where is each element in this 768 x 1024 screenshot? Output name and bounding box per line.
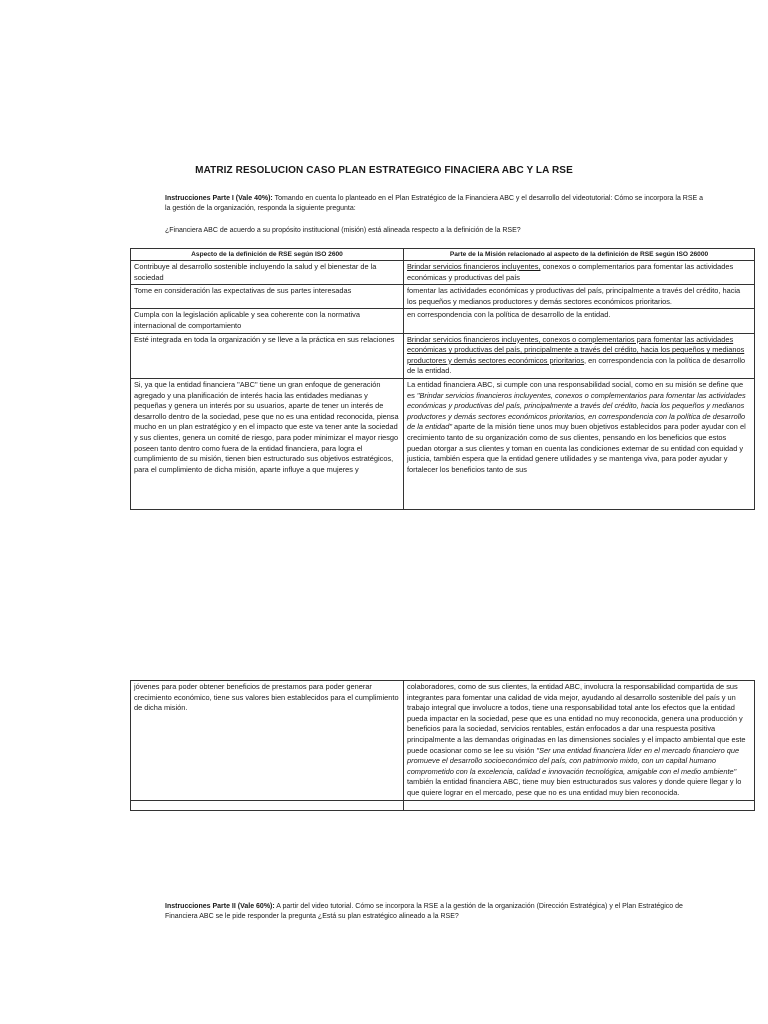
header-right: Parte de la Misión relacionado al aspecto de la definición de RSE según ISO 26000 — [404, 249, 755, 261]
rse-matrix-table-continued — [130, 680, 755, 811]
row1-left: Contribuye al desarrollo sostenible incluyendo la salud y el bienestar de la sociedad — [131, 261, 404, 285]
row4-right-underlined: Brindar servicios financieros incluyentes, conexos o complementarios para fomentar las actividades económicas y productivas del país, principalmente a través del crédito, hacia los pequeños y medianos productores y demás sectores económicos prioritarios — [407, 334, 745, 365]
table-row — [131, 309, 755, 333]
row3-right: en correspondencia con la política de desarrollo de la entidad. — [404, 309, 755, 333]
rse-matrix-table — [130, 248, 755, 510]
long-right-b: aparte de la misión tiene unos muy buen objetivos establecidos para poder ayudar con el crecimiento tanto de su organización como de sus clientes, pensando en los beneficios que estos puedan otorgar a sus clientes y toman en cuenta las condiciones externar de su entidad con equidad y justicia, también espera que la entidad genere utilidades y se mantenga viva, para poder ayudar y fortalecer los beneficios tanto de sus — [407, 422, 746, 474]
row4-right-rest: , en correspondencia con la política de desarrollo de la entidad. — [407, 355, 746, 376]
part1-instructions — [165, 194, 705, 214]
document-title: MATRIZ RESOLUCION CASO PLAN ESTRATEGICO FINACIERA ABC Y LA RSE — [195, 165, 573, 176]
long-right-italic: "Brindar servicios financieros incluyentes, conexos o complementarios para fomentar las actividades económicas y productivas del país, principalmente a través del crédito, hacia los pequeños y medianos productores y demás sectores económicos prioritarios, en correspondencia con la política de desarrollo de la entidad" — [407, 390, 746, 432]
empty-left — [131, 800, 404, 810]
row3-left: Cumpla con la legislación aplicable y sea coherente con la normativa internacional de comportamiento — [131, 309, 404, 333]
long-row-right — [404, 378, 755, 509]
row1-right-rest: conexos o complementarios para fomentar las actividades económicas y productivas del país — [407, 262, 734, 282]
part1-label: Instrucciones Parte I (Vale 40%): — [165, 195, 273, 202]
table-row — [131, 681, 755, 801]
empty-right — [404, 800, 755, 810]
part2-instructions — [165, 902, 705, 922]
part1-question: ¿Financiera ABC de acuerdo a su propósito institucional (misión) está alineada respecto a la definición de la RSE? — [165, 227, 521, 234]
long-row-left — [131, 378, 404, 509]
cont-right — [404, 681, 755, 801]
part2-label: Instrucciones Parte II (Vale 60%): — [165, 903, 275, 910]
cont-left: jóvenes para poder obtener beneficios de prestamos para poder generar crecimiento económico, tiene sus valores bien establecidos para el cumplimiento de dicha misión. — [131, 681, 404, 801]
table-row — [131, 285, 755, 309]
long-right-a: La entidad financiera ABC, si cumple con una responsabilidad social, como en su misión se define que es — [407, 379, 744, 400]
cont-right-a: colaboradores, como de sus clientes, la entidad ABC, involucra la responsabilidad compartida de sus integrantes para fomentar una calidad de vida mejor, ayudando al desarrollo sostenible del país y un trabajo integral que involucre a todos, tiene una responsabilidad total ante los efectos que la entidad pueda impactar en la sociedad, pese que es una entidad no muy reconocida, genera una producción y beneficios para la sociedad, servicios rentables, están enfocados a dar una respuesta positiva principalmente a las demandas originadas en las dimensiones sociales y el impacto ambiental que este puede ocasionar como se lee su visión — [407, 682, 746, 755]
table-row — [131, 333, 755, 378]
table-row — [131, 261, 755, 285]
row2-left: Tome en consideración las expectativas de sus partes interesadas — [131, 285, 404, 309]
empty-table-row — [131, 800, 755, 810]
table-header-row — [131, 249, 755, 261]
cont-right-italic: "Ser una entidad financiera líder en el mercado financiero que promueve el desarrollo socioeconómico del país, con patrimonio mixto, con un capital humano comprometido con la excelencia, calidad e innovación tecnológica, amigable con el medio ambiente" — [407, 745, 740, 776]
row4-left: Esté integrada en toda la organización y se lleve a la práctica en sus relaciones — [131, 333, 404, 378]
cont-right-b: también la entidad financiera ABC, tiene muy bien estructurados sus valores y donde quiere llegar y lo que quiere lograr en el mercado, pese que no es una entidad muy bien reconocida. — [407, 777, 742, 797]
row1-right-underlined: Brindar servicios financieros incluyentes, — [407, 262, 541, 271]
long-row-left-text: Si, ya que la entidad financiera "ABC" tiene un gran enfoque de generación agregado y una planificación de interés hacia las entidades medianas y pequeñas y genera un interés por su usuarios, aparte de tener un interés de desarrollo dentro de la sociedad, pese que no es una entidad reconocida, piensa mucho en un plan estratégico y en el impacto que este va tener ante la sociedad y sus clientes, genera un comité de riesgo, para poder minimizar el mayor riesgo poseen tanto dentro como fuera de la entidad financiera, para logra el cumplimiento de su misión, tienen bien estructurado sus objetivos estratégicos, para el cumplimiento de dicha misión, aparte influye a que mujeres y — [134, 379, 399, 474]
row1-right — [404, 261, 755, 285]
table-row — [131, 378, 755, 509]
part1-text: Tomando en cuenta lo planteado en el Plan Estratégico de la Financiera ABC y el desarrollo del videotutorial: Cómo se incorpora la RSE a la gestión de la organización, responda la siguiente pregunta: — [165, 195, 704, 212]
part2-text: A partir del video tutorial. Cómo se incorpora la RSE a la gestión de la organización (Dirección Estratégica) y el Plan Estratégico de Financiera ABC se le pide responder la pregunta ¿Está su plan estratégico alineado a la RSE? — [165, 903, 683, 920]
row2-right: fomentar las actividades económicas y productivas del país, principalmente a través del crédito, hacia los pequeños y medianos productores y demás sectores económicos prioritarios. — [404, 285, 755, 309]
header-left: Aspecto de la definición de RSE según ISO 2600 — [131, 249, 404, 261]
row4-right — [404, 333, 755, 378]
long-row-right-text — [407, 380, 751, 508]
